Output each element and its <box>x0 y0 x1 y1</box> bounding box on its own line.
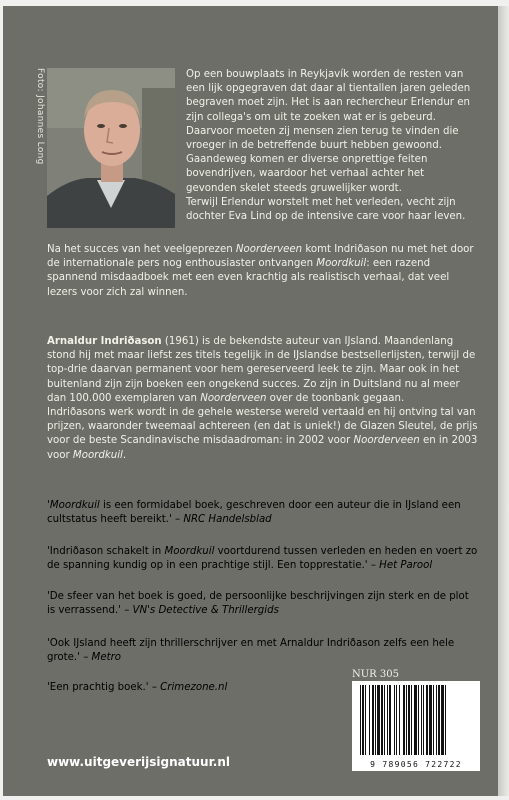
barcode-bar <box>372 685 374 755</box>
barcode-bar <box>387 685 388 755</box>
quote-text: 'Ook IJsland heeft zijn thrillerschrijver en met Arnaldur Indriðason zelfs een hele grote.' – <box>47 638 455 664</box>
author-name: Arnaldur Indriðason <box>47 336 162 347</box>
bio-text: en in 2003 voor <box>47 435 478 461</box>
photo-credit: Foto: Johannes Long <box>35 68 45 165</box>
quote-text: 'Een prachtig boek.' – <box>47 682 161 693</box>
success-paragraph <box>47 243 479 300</box>
quote-source: NRC Handelsblad <box>183 514 272 526</box>
book-title: Noorderveen <box>200 392 267 404</box>
quote-text: is een formidabel boek, geschreven door een auteur die in IJsland een cultstatus heeft bereikt.' – <box>47 500 461 526</box>
bio-text: (1961) is de bekendste auteur van IJsland. Maandenlang stond hij met maar liefst zes titels tegelijk in de IJslandse bestsellerlijsten, terwijl de top-drie daarvan permanent voor hem gereserveerd leek te zijn. Maar ook in het buitenland zijn zijn boeken een ongekend succes. Zo zijn in Duitsland nu al meer dan 100.000 exemplaren van <box>47 336 476 404</box>
barcode-bar <box>436 685 437 755</box>
publisher-website: www.uitgeverijsignatuur.nl <box>47 755 231 769</box>
quote-source: VN's Detective & Thrillergids <box>132 605 279 617</box>
book-title: Moordkuil <box>49 500 100 511</box>
synopsis <box>186 68 478 224</box>
barcode-bar <box>365 685 366 755</box>
barcode-bar <box>394 685 395 755</box>
quote-text: ' <box>47 500 50 511</box>
barcode-bar <box>381 685 383 755</box>
barcode-bar <box>406 685 407 755</box>
book-title: Noorderveen <box>235 244 303 255</box>
success-text: komt Indriðason nu met het door de internationale pers nog enthousiaster ontvangen <box>47 244 474 270</box>
barcode-bar <box>418 685 419 755</box>
isbn-barcode <box>352 681 480 771</box>
book-title: Noorderveen <box>353 435 420 447</box>
barcode-bar <box>429 685 432 755</box>
barcode-bar <box>384 685 385 755</box>
barcode-bar <box>362 685 364 755</box>
quote-source: Crimezone.nl <box>160 682 228 693</box>
synopsis-paragraph: Op een bouwplaats in Reykjavík worden de resten van een lijk opgegraven dat daar al tientallen jaren geleden begraven moet zijn. Het is aan rechercheur Erlendur en zijn collega's om uit te zoeken wat er is gebeurd. Daarvoor moeten zij mensen zien terug te vinden die vroeger in de betreffende buurt hebben gewoond. Gaandeweg komen er diverse onprettige feiten bovendrijven, waardoor het verhaal achter het gevonden skelet steeds gruwelijker wordt. <box>186 69 471 194</box>
author-bio <box>47 335 479 463</box>
quote-text: 'Indriðason schakelt in <box>47 546 165 557</box>
barcode-bar <box>375 685 376 755</box>
success-text: Na het succes van het veelgeprezen <box>47 244 236 255</box>
synopsis-paragraph-2: Terwijl Erlendur worstelt met het verleden, vecht zijn dochter Eva Lind op de intensive care voor haar leven. <box>186 196 466 223</box>
barcode-bar <box>396 685 397 755</box>
barcode-bar <box>369 685 370 755</box>
barcode-bar <box>414 685 417 755</box>
nur-code: NUR 305 <box>352 669 399 680</box>
quote-source: Het Parool <box>379 560 433 572</box>
barcode-bars <box>352 681 480 759</box>
barcode-bar <box>438 685 440 755</box>
barcode-bar <box>377 685 380 755</box>
barcode-bar <box>445 685 446 755</box>
barcode-bar <box>441 685 444 755</box>
barcode-bar <box>433 685 434 755</box>
press-quote <box>47 637 479 665</box>
press-quote <box>47 545 479 573</box>
book-title: Moordkuil <box>164 546 215 557</box>
isbn-number: 9 789056 722722 <box>370 760 462 769</box>
bio-text: over de toonbank gegaan. <box>266 392 405 404</box>
cover-edge <box>498 6 509 796</box>
book-title: Moordkuil <box>316 258 367 270</box>
quote-text: voortdurend tussen verleden en heden en voert zo de spanning kundig op in een prachtige stijl. Een topprestatie.' – <box>47 546 478 572</box>
barcode-bar <box>403 685 405 755</box>
author-photo <box>47 68 175 228</box>
success-text: : een razend spannend misdaadboek met een even krachtig als realistisch verhaal, dat veel lezers voor zich zal winnen. <box>47 258 450 298</box>
barcode-bar <box>421 685 422 755</box>
barcode-bar <box>408 685 410 755</box>
bio-text: Indriðasons werk wordt in de gehele westerse wereld vertaald en hij ontving tal van prijzen, waaronder tweemaal achtereen (en dat is uniek!) de Glazen Sleutel, de prijs voor de beste Scandinavische misdaadroman: in 2002 voor <box>47 407 478 447</box>
press-quote <box>47 590 479 618</box>
barcode-bar <box>423 685 424 755</box>
bio-text: . <box>122 449 127 461</box>
barcode-bar <box>411 685 412 755</box>
barcode-bar <box>399 685 400 755</box>
book-title: Moordkuil <box>72 449 123 461</box>
quote-text: 'De sfeer van het boek is goed, de persoonlijke beschrijvingen zijn sterk en de plot is verrassend.' – <box>47 591 469 617</box>
press-quote <box>47 499 479 527</box>
barcode-bar <box>426 685 428 755</box>
quote-source: Metro <box>91 652 122 664</box>
barcode-bar <box>360 685 361 755</box>
barcode-bar <box>389 685 391 755</box>
